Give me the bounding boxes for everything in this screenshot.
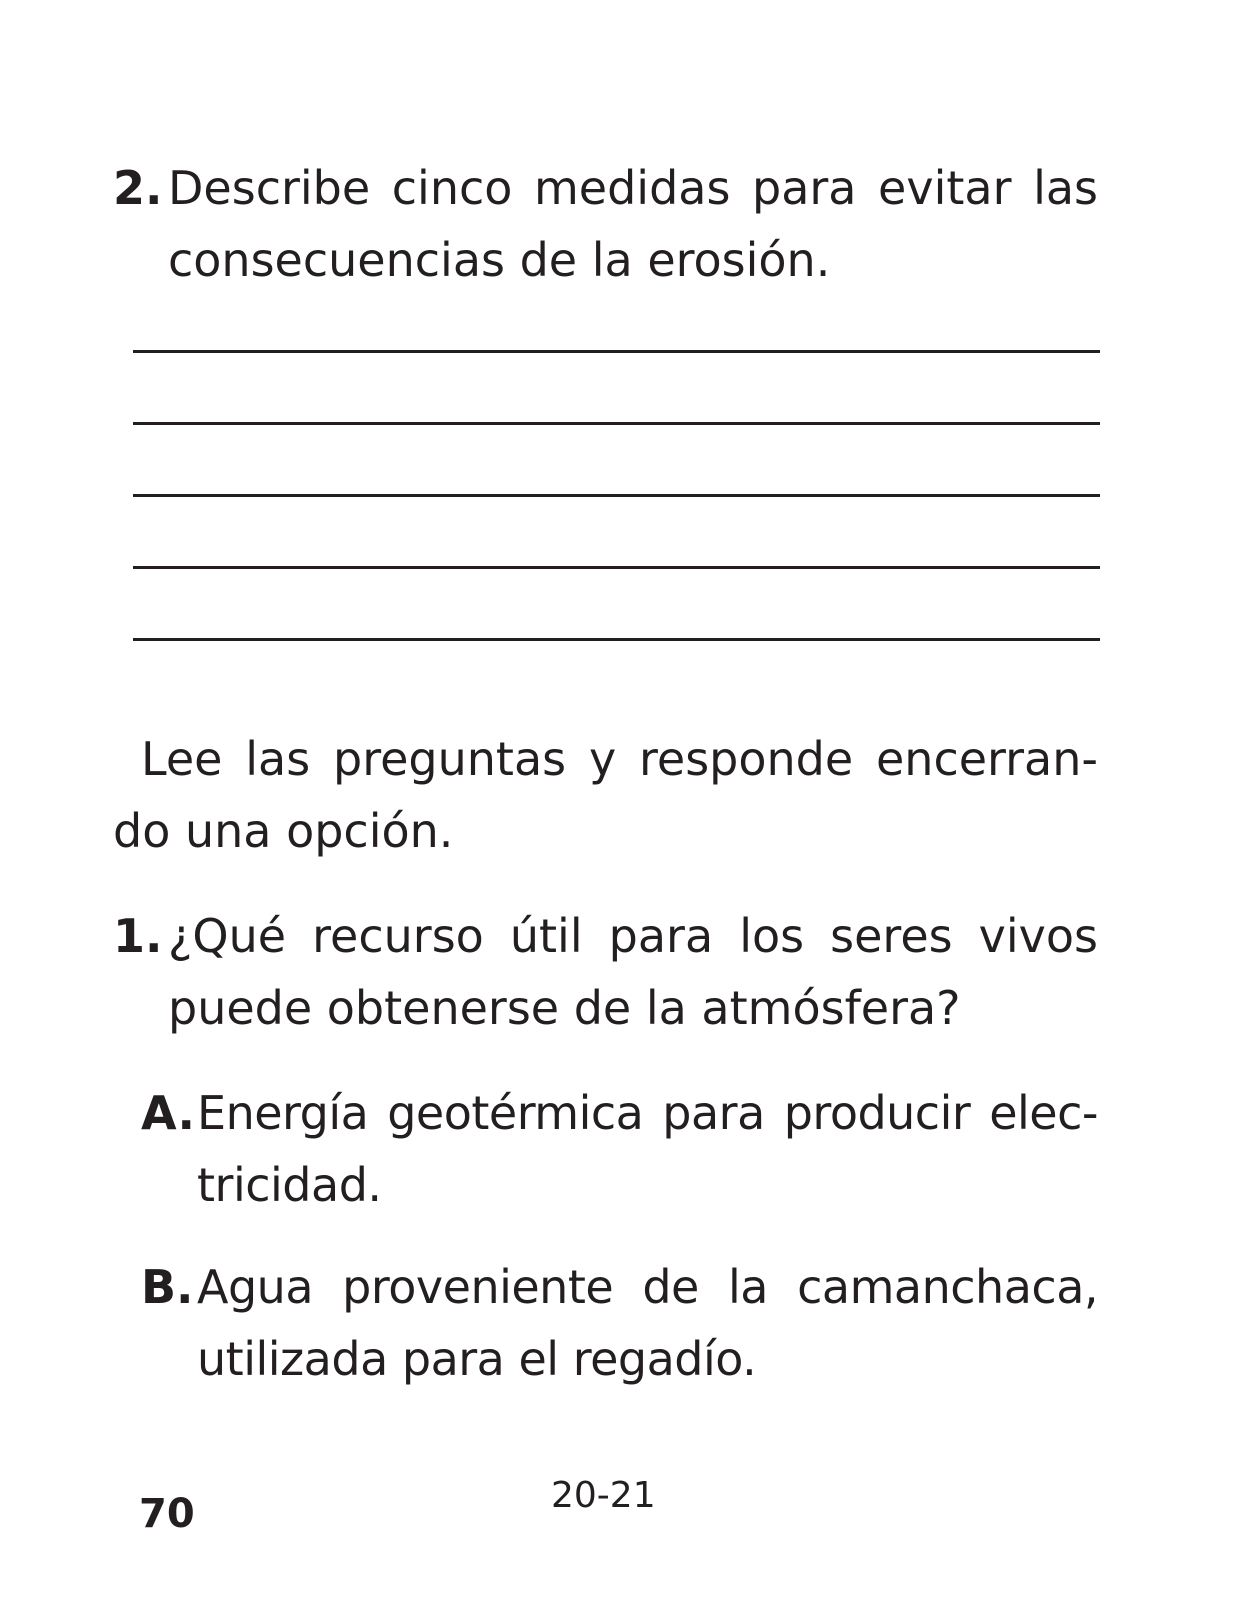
question-text-line-2: puede obtenerse de la atmósfera? [168, 981, 961, 1035]
option-text-line-1: Agua proveniente de la camanchaca, [197, 1260, 1098, 1314]
instructions-line-1: Lee las preguntas y responde encerran- [141, 732, 1098, 786]
answer-line-2[interactable] [133, 422, 1100, 425]
answer-line-3[interactable] [133, 494, 1100, 497]
answer-line-1[interactable] [133, 350, 1100, 353]
question-text-line-1: ¿Qué recurso útil para los seres vivos [168, 909, 1098, 963]
question-text-line-1: Describe cinco medidas para evitar las [168, 161, 1098, 215]
instructions-line-2: do una opción. [113, 804, 454, 858]
answer-line-4[interactable] [133, 566, 1100, 569]
footer-code: 20-21 [551, 1475, 656, 1516]
question-number: 2. [113, 161, 163, 215]
option-letter: B. [141, 1260, 194, 1314]
option-text-line-2: tricidad. [197, 1158, 382, 1212]
question-text-line-2: consecuencias de la erosión. [168, 233, 831, 287]
answer-line-5[interactable] [133, 638, 1100, 641]
option-text-line-1: Energía geotérmica para producir elec- [197, 1086, 1098, 1140]
option-letter: A. [141, 1086, 195, 1140]
page-number: 70 [139, 1491, 195, 1537]
question-number: 1. [113, 909, 163, 963]
option-text-line-2: utilizada para el regadío. [197, 1332, 757, 1386]
